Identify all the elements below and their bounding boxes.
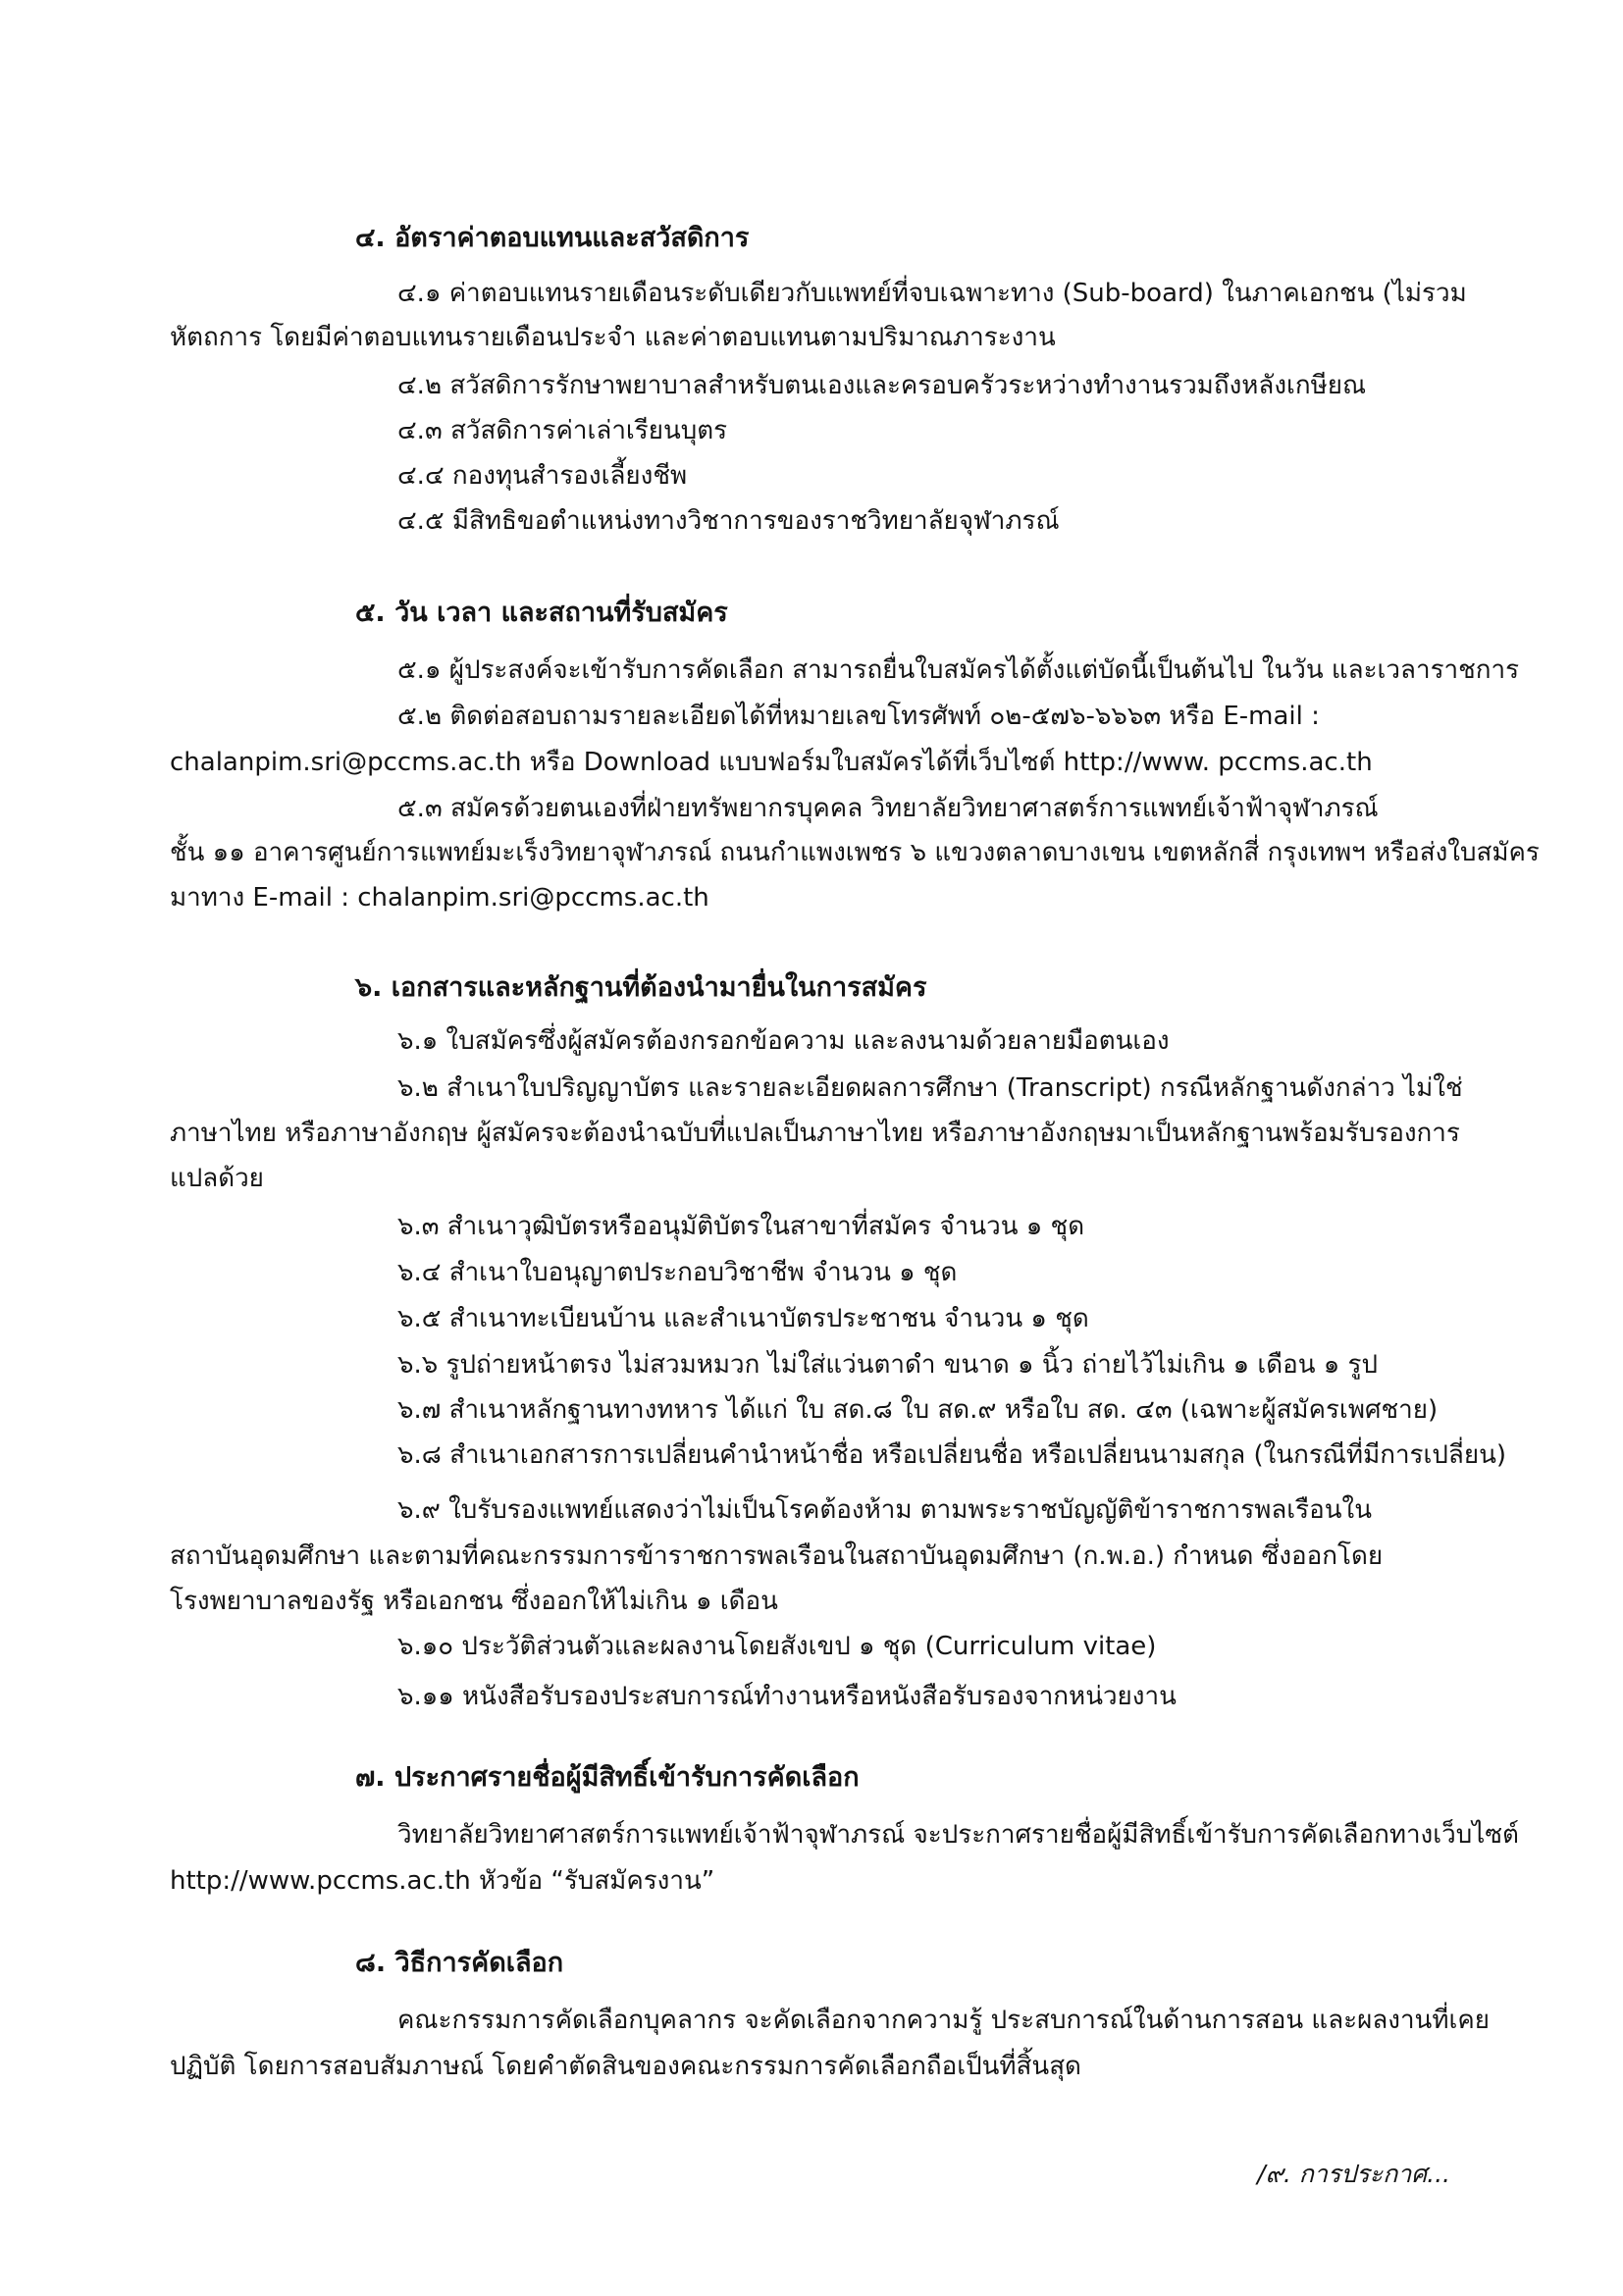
- section-4-4: ๔.๔ กองทุนสำรองเลี้ยงชีพ: [397, 461, 688, 491]
- section-5-3-cont2: มาทาง E-mail : chalanpim.sri@pccms.ac.th: [170, 883, 709, 913]
- section-8-1: คณะกรรมการคัดเลือกบุคลากร จะคัดเลือกจากความรู้ ประสบการณ์ในด้านการสอน และผลงานที่เคย: [397, 2006, 1490, 2035]
- section-5-3-cont: ชั้น ๑๑ อาคารศูนย์การแพทย์มะเร็งวิทยาจุฬาภรณ์ ถนนกำแพงเพชร ๖ แขวงตลาดบางเขน เขตหลักสี่ กรุงเทพฯ หรือส่งใบสมัคร: [170, 838, 1540, 867]
- section-6-5: ๖.๕ สำเนาทะเบียนบ้าน และสำเนาบัตรประชาชน จำนวน ๑ ชุด: [397, 1304, 1089, 1333]
- section-6-2-cont2: แปลด้วย: [170, 1164, 264, 1193]
- section-8-1-cont: ปฏิบัติ โดยการสอบสัมภาษณ์ โดยคำตัดสินของคณะกรรมการคัดเลือกถือเป็นที่สิ้นสุด: [170, 2052, 1081, 2081]
- section-6-9-cont: สถาบันอุดมศึกษา และตามที่คณะกรรมการข้าราชการพลเรือนในสถาบันอุดมศึกษา (ก.พ.อ.) กำหนด ซึ่งออกโดย: [170, 1541, 1384, 1571]
- section-6-2-cont: ภาษาไทย หรือภาษาอังกฤษ ผู้สมัครจะต้องนำฉบับที่แปลเป็นภาษาไทย หรือภาษาอังกฤษมาเป็นหลักฐานพร้อมรับรองการ: [170, 1119, 1460, 1148]
- section-4-3: ๔.๓ สวัสดิการค่าเล่าเรียนบุตร: [397, 416, 728, 445]
- section-6-7: ๖.๗ สำเนาหลักฐานทางทหาร ได้แก่ ใบ สด.๘ ใบ สด.๙ หรือใบ สด. ๔๓ (เฉพาะผู้สมัครเพศชาย): [397, 1395, 1439, 1425]
- section-7-1: วิทยาลัยวิทยาศาสตร์การแพทย์เจ้าฟ้าจุฬาภรณ์ จะประกาศรายชื่อผู้มีสิทธิ์เข้ารับการคัดเลือกทางเว็บไซต์: [397, 1820, 1519, 1850]
- section-4-1-cont: หัตถการ โดยมีค่าตอบแทนรายเดือนประจำ และค่าตอบแทนตามปริมาณภาระงาน: [170, 323, 1056, 352]
- section-4-heading: ๔. อัตราค่าตอบแทนและสวัสดิการ: [355, 223, 750, 253]
- page-continuation: /๙. การประกาศ...: [1257, 2160, 1450, 2188]
- section-5-heading: ๕. วัน เวลา และสถานที่รับสมัคร: [355, 598, 728, 628]
- section-4-1: ๔.๑ ค่าตอบแทนรายเดือนระดับเดียวกับแพทย์ที่จบเฉพาะทาง (Sub-board) ในภาคเอกชน (ไม่รวม: [397, 279, 1467, 308]
- section-6-4: ๖.๔ สำเนาใบอนุญาตประกอบวิชาชีพ จำนวน ๑ ชุด: [397, 1258, 958, 1287]
- section-4-5: ๔.๕ มีสิทธิขอตำแหน่งทางวิชาการของราชวิทยาลัยจุฬาภรณ์: [397, 506, 1060, 536]
- section-5-2-cont: chalanpim.sri@pccms.ac.th หรือ Download แบบฟอร์มใบสมัครได้ที่เว็บไซต์ http://www. pccms.ac.th: [170, 748, 1373, 777]
- section-5-3: ๕.๓ สมัครด้วยตนเองที่ฝ่ายทรัพยากรบุคคล วิทยาลัยวิทยาศาสตร์การแพทย์เจ้าฟ้าจุฬาภรณ์: [397, 794, 1379, 823]
- section-6-9-cont2: โรงพยาบาลของรัฐ หรือเอกชน ซึ่งออกให้ไม่เกิน ๑ เดือน: [170, 1587, 778, 1616]
- section-5-1: ๕.๑ ผู้ประสงค์จะเข้ารับการคัดเลือก สามารถยื่นใบสมัครได้ตั้งแต่บัดนี้เป็นต้นไป ในวัน และเวลาราชการ: [397, 655, 1520, 685]
- section-5-2: ๕.๒ ติดต่อสอบถามรายละเอียดได้ที่หมายเลขโทรศัพท์ ๐๒-๕๗๖-๖๖๖๓ หรือ E-mail :: [397, 702, 1320, 731]
- section-6-11: ๖.๑๑ หนังสือรับรองประสบการณ์ทำงานหรือหนังสือรับรองจากหน่วยงาน: [397, 1682, 1177, 1711]
- section-7-1-cont: http://www.pccms.ac.th หัวข้อ “รับสมัครงาน”: [170, 1866, 715, 1896]
- section-8-heading: ๘. วิธีการคัดเลือก: [355, 1948, 564, 1978]
- section-6-1: ๖.๑ ใบสมัครซึ่งผู้สมัครต้องกรอกข้อความ และลงนามด้วยลายมือตนเอง: [397, 1026, 1170, 1056]
- section-6-10: ๖.๑๐ ประวัติส่วนตัวและผลงานโดยสังเขป ๑ ชุด (Curriculum vitae): [397, 1632, 1157, 1661]
- section-4-2: ๔.๒ สวัสดิการรักษาพยาบาลสำหรับตนเองและครอบครัวระหว่างทำงานรวมถึงหลังเกษียณ: [397, 371, 1367, 400]
- section-6-3: ๖.๓ สำเนาวุฒิบัตรหรืออนุมัติบัตรในสาขาที่สมัคร จำนวน ๑ ชุด: [397, 1212, 1085, 1241]
- section-6-6: ๖.๖ รูปถ่ายหน้าตรง ไม่สวมหมวก ไม่ใส่แว่นตาดำ ขนาด ๑ นิ้ว ถ่ายไว้ไม่เกิน ๑ เดือน ๑ รูป: [397, 1350, 1379, 1380]
- section-6-heading: ๖. เอกสารและหลักฐานที่ต้องนำมายื่นในการสมัคร: [355, 972, 927, 1003]
- section-6-2: ๖.๒ สำเนาใบปริญญาบัตร และรายละเอียดผลการศึกษา (Transcript) กรณีหลักฐานดังกล่าว ไม่ใช่: [397, 1073, 1463, 1103]
- section-6-8: ๖.๘ สำเนาเอกสารการเปลี่ยนคำนำหน้าชื่อ หรือเปลี่ยนชื่อ หรือเปลี่ยนนามสกุล (ในกรณีที่มีการเปลี่ยน): [397, 1440, 1506, 1470]
- section-6-9: ๖.๙ ใบรับรองแพทย์แสดงว่าไม่เป็นโรคต้องห้าม ตามพระราชบัญญัติข้าราชการพลเรือนใน: [397, 1495, 1373, 1525]
- section-7-heading: ๗. ประกาศรายชื่อผู้มีสิทธิ์เข้ารับการคัดเลือก: [355, 1762, 860, 1793]
